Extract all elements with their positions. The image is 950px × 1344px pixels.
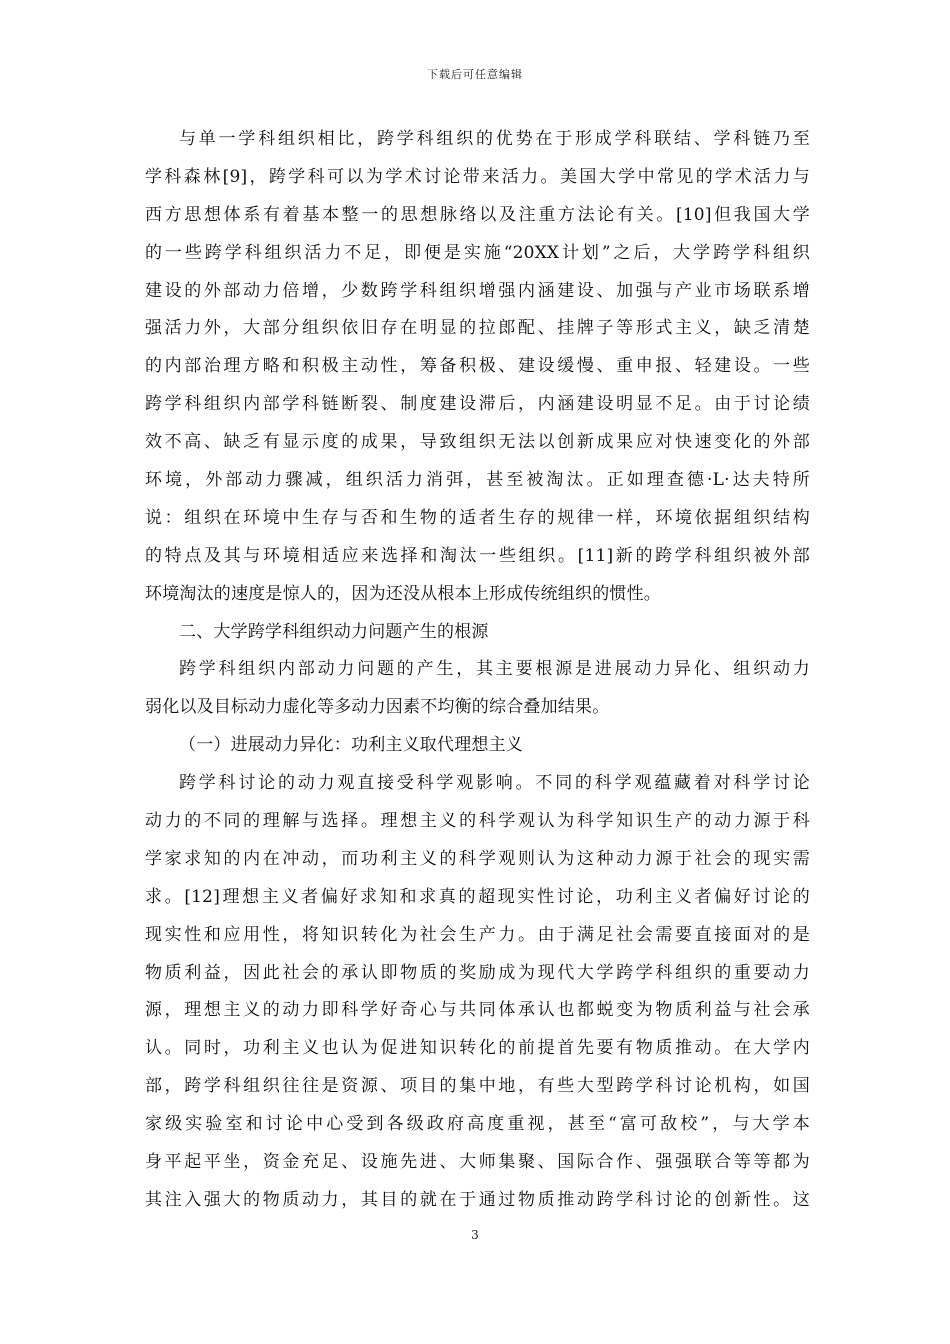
paragraph	[145, 651, 810, 727]
text-line: 强活力外，大部分组织依旧存在明显的拉郎配、挂牌子等形式主义，缺乏清楚	[145, 318, 810, 339]
text-line: 源，理想主义的动力即科学好奇心与共同体承认也都蜕变为物质利益与社会承	[145, 1000, 810, 1021]
text-line: 弱化以及目标动力虚化等多动力因素不均衡的综合叠加结果。	[145, 697, 610, 718]
text-line: 动力的不同的理解与选择。理想主义的科学观认为科学知识生产的动力源于科	[145, 811, 810, 832]
text-line: 跨学科组织内部学科链断裂、制度建设滞后，内涵建设明显不足。由于讨论绩	[145, 394, 810, 415]
subsection-heading	[145, 727, 810, 765]
text-line: 与单一学科组织相比，跨学科组织的优势在于形成学科联结、学科链乃至	[179, 129, 810, 149]
text-line: 求。[12]理想主义者偏好求知和求真的超现实性讨论，功利主义者偏好讨论的	[145, 886, 810, 907]
text-line: 建设的外部动力倍增，少数跨学科组织增强内涵建设、加强与产业市场联系增	[145, 280, 810, 301]
text-line: 现实性和应用性，将知识转化为社会生产力。由于满足社会需要直接面对的是	[145, 924, 810, 945]
text-line: 说：组织在环境中生存与否和生物的适者生存的规律一样，环境依据组织结构	[145, 507, 810, 528]
section-heading-text: 二、大学跨学科组织动力问题产生的根源	[179, 621, 489, 642]
page-number: 3	[471, 1228, 479, 1242]
text-line: 身平起平坐，资金充足、设施先进、大师集聚、国际合作、强强联合等等都为	[145, 1152, 810, 1173]
text-line: 环境，外部动力骤减，组织活力消弭，甚至被淘汰。正如理查德·L·达夫特所	[145, 470, 810, 491]
section-heading	[145, 614, 810, 652]
text-line: 的内部治理方略和积极主动性，筹备积极、建设缓慢、重申报、轻建设。一些	[145, 356, 810, 377]
paragraph	[145, 121, 810, 614]
text-line: 环境淘汰的速度是惊人的，因为还没从根本上形成传统组织的惯性。	[145, 583, 661, 604]
subsection-heading-text: （一）进展动力异化：功利主义取代理想主义	[179, 735, 523, 756]
text-line: 家级实验室和讨论中心受到各级政府高度重视，甚至“富可敌校”，与大学本	[145, 1114, 810, 1135]
text-line: 部，跨学科组织往往是资源、项目的集中地，有些大型跨学科讨论机构，如国	[145, 1076, 810, 1097]
paragraph	[145, 765, 810, 1220]
text-line: 西方思想体系有着基本整一的思想脉络以及注重方法论有关。[10]但我国大学	[145, 204, 810, 225]
text-line: 的特点及其与环境相适应来选择和淘汰一些组织。[11]新的跨学科组织被外部	[145, 545, 810, 566]
text-line: 学科森林[9]，跨学科可以为学术讨论带来活力。美国大学中常见的学术活力与	[145, 166, 810, 187]
page-header: 下载后可任意编辑	[427, 68, 523, 81]
text-line: 学家求知的内在冲动，而功利主义的科学观则认为这种动力源于社会的现实需	[145, 848, 810, 869]
text-line: 的一些跨学科组织活力不足，即便是实施“20XX计划”之后，大学跨学科组织	[145, 242, 810, 263]
text-line: 效不高、缺乏有显示度的成果，导致组织无法以创新成果应对快速变化的外部	[145, 432, 810, 453]
text-line: 跨学科讨论的动力观直接受科学观影响。不同的科学观蕴藏着对科学讨论	[179, 773, 810, 794]
text-line: 跨学科组织内部动力问题的产生，其主要根源是进展动力异化、组织动力	[179, 659, 810, 680]
text-line: 物质利益，因此社会的承认即物质的奖励成为现代大学跨学科组织的重要动力	[145, 962, 810, 983]
document-body	[145, 121, 810, 1220]
text-line: 认。同时，功利主义也认为促进知识转化的前提首先要有物质推动。在大学内	[145, 1038, 810, 1059]
text-line: 其注入强大的物质动力，其目的就在于通过物质推动跨学科讨论的创新性。这	[145, 1189, 810, 1210]
